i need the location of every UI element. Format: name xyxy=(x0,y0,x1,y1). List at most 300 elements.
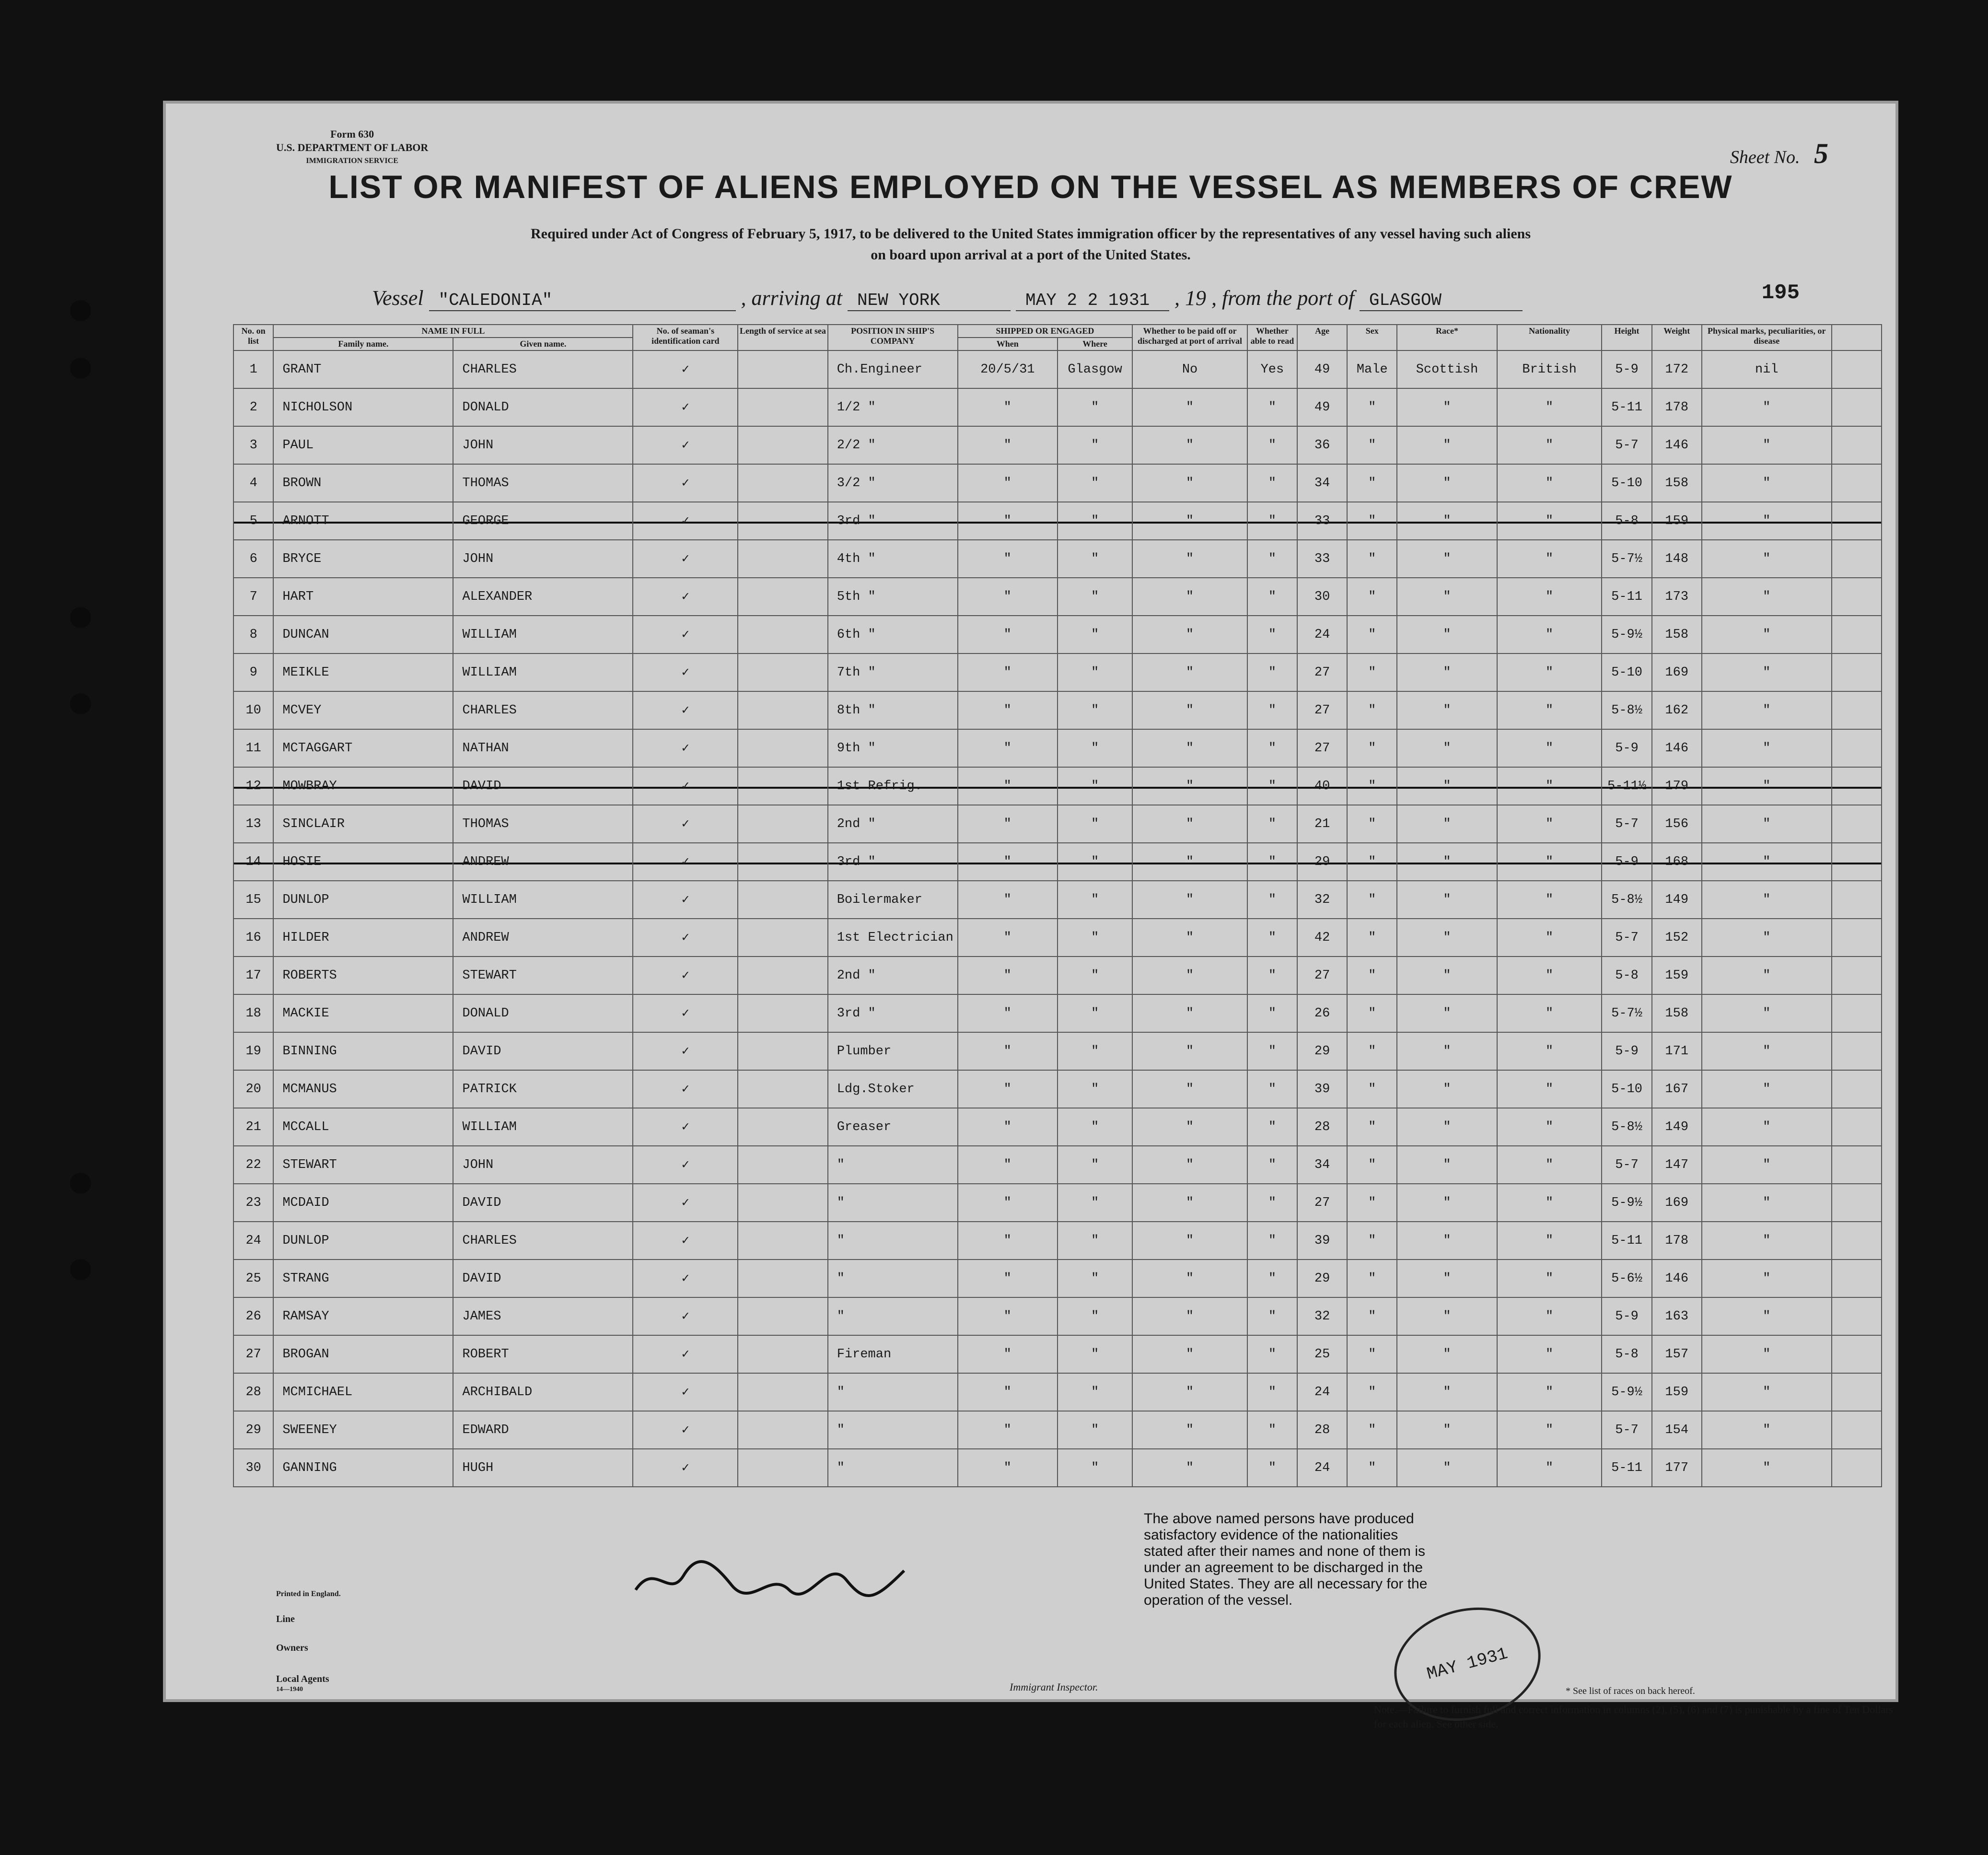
shipped-when: " xyxy=(958,729,1058,767)
nationality: " xyxy=(1497,729,1602,767)
table-row xyxy=(233,957,1882,994)
id-card-check: ✓ xyxy=(633,1222,738,1260)
row-number: 26 xyxy=(233,1297,273,1335)
shipped-when: " xyxy=(958,1146,1058,1184)
id-card-check: ✓ xyxy=(633,805,738,843)
age: 36 xyxy=(1297,426,1347,464)
paid-off: " xyxy=(1132,653,1247,691)
given-name: DAVID xyxy=(453,1260,633,1297)
able-to-read: " xyxy=(1247,1222,1297,1260)
sex: " xyxy=(1347,957,1397,994)
service-length xyxy=(738,540,828,578)
race: " xyxy=(1397,1297,1497,1335)
race: " xyxy=(1397,426,1497,464)
service-length xyxy=(738,426,828,464)
sheet-number xyxy=(1730,137,1828,170)
physical-marks: " xyxy=(1702,691,1832,729)
height: 5-11 xyxy=(1602,1449,1651,1487)
id-card-check: ✓ xyxy=(633,464,738,502)
shipped-where: " xyxy=(1058,994,1132,1032)
paid-off: " xyxy=(1132,1146,1247,1184)
able-to-read: " xyxy=(1247,1411,1297,1449)
shipped-where: " xyxy=(1058,540,1132,578)
nationality: " xyxy=(1497,1032,1602,1070)
sex: " xyxy=(1347,1373,1397,1411)
shipped-where: " xyxy=(1058,1108,1132,1146)
id-card-check: ✓ xyxy=(633,1108,738,1146)
row-number: 28 xyxy=(233,1373,273,1411)
race: " xyxy=(1397,767,1497,805)
service-length xyxy=(738,1449,828,1487)
table-row xyxy=(233,1032,1882,1070)
shipped-when: " xyxy=(958,464,1058,502)
given-name: ALEXANDER xyxy=(453,578,633,616)
height: 5-9 xyxy=(1602,843,1651,881)
position: Ldg.Stoker xyxy=(828,1070,958,1108)
shipped-when: " xyxy=(958,767,1058,805)
service-length xyxy=(738,1297,828,1335)
shipped-where: " xyxy=(1058,578,1132,616)
id-card-check: ✓ xyxy=(633,502,738,540)
shipped-where: " xyxy=(1058,805,1132,843)
col-given-name: Given name. xyxy=(453,338,633,350)
col-race: Race* xyxy=(1397,325,1497,350)
weight: 179 xyxy=(1652,767,1702,805)
paid-off: " xyxy=(1132,388,1247,426)
physical-marks: " xyxy=(1702,464,1832,502)
sex: " xyxy=(1347,1335,1397,1373)
row-number: 25 xyxy=(233,1260,273,1297)
race: " xyxy=(1397,843,1497,881)
shipped-when: " xyxy=(958,1297,1058,1335)
shipped-where: " xyxy=(1058,388,1132,426)
sex: " xyxy=(1347,994,1397,1032)
physical-marks: " xyxy=(1702,388,1832,426)
shipped-when: " xyxy=(958,957,1058,994)
spare xyxy=(1832,881,1882,919)
age: 29 xyxy=(1297,843,1347,881)
spare xyxy=(1832,1411,1882,1449)
spare xyxy=(1832,464,1882,502)
physical-marks: " xyxy=(1702,881,1832,919)
id-card-check: ✓ xyxy=(633,1032,738,1070)
id-card-check: ✓ xyxy=(633,578,738,616)
race: " xyxy=(1397,1146,1497,1184)
position: Greaser xyxy=(828,1108,958,1146)
service-length xyxy=(738,1146,828,1184)
height: 5-10 xyxy=(1602,1070,1651,1108)
weight: 157 xyxy=(1652,1335,1702,1373)
spare xyxy=(1832,616,1882,653)
col-spare xyxy=(1832,325,1882,350)
subtitle-line-2: on board upon arrival at a port of the United States. xyxy=(871,247,1191,263)
height: 5-10 xyxy=(1602,653,1651,691)
shipped-when: " xyxy=(958,881,1058,919)
row-number: 23 xyxy=(233,1184,273,1222)
height: 5-9 xyxy=(1602,1032,1651,1070)
crew-table xyxy=(233,324,1882,1487)
sex: " xyxy=(1347,1411,1397,1449)
table-row xyxy=(233,350,1882,388)
weight: 178 xyxy=(1652,1222,1702,1260)
nationality: " xyxy=(1497,1222,1602,1260)
shipped-where: " xyxy=(1058,1449,1132,1487)
weight: 159 xyxy=(1652,957,1702,994)
given-name: JOHN xyxy=(453,1146,633,1184)
able-to-read: " xyxy=(1247,994,1297,1032)
nationality: " xyxy=(1497,1411,1602,1449)
shipped-where: " xyxy=(1058,1032,1132,1070)
spare xyxy=(1832,1373,1882,1411)
nationality: " xyxy=(1497,388,1602,426)
shipped-where: " xyxy=(1058,1146,1132,1184)
position: 3rd " xyxy=(828,994,958,1032)
row-number: 4 xyxy=(233,464,273,502)
family-name: MCDAID xyxy=(273,1184,453,1222)
binder-hole xyxy=(70,358,91,379)
id-card-check: ✓ xyxy=(633,1070,738,1108)
height: 5-8½ xyxy=(1602,881,1651,919)
age: 24 xyxy=(1297,616,1347,653)
able-to-read: " xyxy=(1247,843,1297,881)
able-to-read: " xyxy=(1247,1108,1297,1146)
service-length xyxy=(738,1373,828,1411)
id-card-check: ✓ xyxy=(633,881,738,919)
nationality: " xyxy=(1497,843,1602,881)
shipped-when: " xyxy=(958,653,1058,691)
age: 39 xyxy=(1297,1070,1347,1108)
manifest-sheet xyxy=(163,101,1898,1730)
shipped-when: 20/5/31 xyxy=(958,350,1058,388)
shipped-where: " xyxy=(1058,1222,1132,1260)
sex: " xyxy=(1347,1108,1397,1146)
table-row xyxy=(233,388,1882,426)
height: 5-11 xyxy=(1602,1222,1651,1260)
paid-off: " xyxy=(1132,464,1247,502)
weight: 154 xyxy=(1652,1411,1702,1449)
shipped-when: " xyxy=(958,1222,1058,1260)
physical-marks: " xyxy=(1702,653,1832,691)
paid-off: " xyxy=(1132,1373,1247,1411)
given-name: ARCHIBALD xyxy=(453,1373,633,1411)
paid-off: " xyxy=(1132,578,1247,616)
master-signature xyxy=(626,1542,914,1614)
race: " xyxy=(1397,729,1497,767)
position: " xyxy=(828,1297,958,1335)
spare xyxy=(1832,957,1882,994)
height: 5-7 xyxy=(1602,805,1651,843)
row-number: 9 xyxy=(233,653,273,691)
physical-marks: " xyxy=(1702,1222,1832,1260)
id-card-check: ✓ xyxy=(633,653,738,691)
shipped-when: " xyxy=(958,691,1058,729)
row-number: 19 xyxy=(233,1032,273,1070)
shipped-where: " xyxy=(1058,691,1132,729)
id-card-check: ✓ xyxy=(633,843,738,881)
shipped-where: " xyxy=(1058,464,1132,502)
position: " xyxy=(828,1146,958,1184)
col-when: When xyxy=(958,338,1058,350)
weight: 177 xyxy=(1652,1449,1702,1487)
family-name: RAMSAY xyxy=(273,1297,453,1335)
given-name: ROBERT xyxy=(453,1335,633,1373)
col-shipped: SHIPPED OR ENGAGED xyxy=(958,325,1133,338)
nationality: " xyxy=(1497,616,1602,653)
weight: 152 xyxy=(1652,919,1702,957)
binder-hole xyxy=(70,607,91,628)
row-number: 14 xyxy=(233,843,273,881)
col-age: Age xyxy=(1297,325,1347,350)
position: 6th " xyxy=(828,616,958,653)
form-number: Form 630 xyxy=(330,128,374,140)
family-name: BINNING xyxy=(273,1032,453,1070)
age: 49 xyxy=(1297,350,1347,388)
height: 5-8½ xyxy=(1602,1108,1651,1146)
weight: 169 xyxy=(1652,653,1702,691)
col-where: Where xyxy=(1058,338,1132,350)
sex: " xyxy=(1347,1184,1397,1222)
id-card-check: ✓ xyxy=(633,1335,738,1373)
able-to-read: " xyxy=(1247,957,1297,994)
arriving-label: , arriving at xyxy=(741,286,842,310)
race: " xyxy=(1397,1070,1497,1108)
table-row xyxy=(233,994,1882,1032)
spare xyxy=(1832,994,1882,1032)
service-length xyxy=(738,616,828,653)
position: 1st Refrig. xyxy=(828,767,958,805)
family-name: SINCLAIR xyxy=(273,805,453,843)
given-name: WILLIAM xyxy=(453,1108,633,1146)
family-name: GRANT xyxy=(273,350,453,388)
physical-marks: " xyxy=(1702,426,1832,464)
race: " xyxy=(1397,691,1497,729)
service-length xyxy=(738,919,828,957)
age: 32 xyxy=(1297,881,1347,919)
age: 33 xyxy=(1297,502,1347,540)
nationality: " xyxy=(1497,994,1602,1032)
shipped-when: " xyxy=(958,1449,1058,1487)
weight: 162 xyxy=(1652,691,1702,729)
race: " xyxy=(1397,881,1497,919)
able-to-read: " xyxy=(1247,919,1297,957)
height: 5-8 xyxy=(1602,502,1651,540)
height: 5-9½ xyxy=(1602,616,1651,653)
table-row xyxy=(233,502,1882,540)
family-name: PAUL xyxy=(273,426,453,464)
sex: " xyxy=(1347,1032,1397,1070)
table-row xyxy=(233,881,1882,919)
vessel-name: "CALEDONIA" xyxy=(429,291,736,311)
paid-off: " xyxy=(1132,616,1247,653)
family-name: STEWART xyxy=(273,1146,453,1184)
nationality: " xyxy=(1497,464,1602,502)
age: 21 xyxy=(1297,805,1347,843)
table-row xyxy=(233,1222,1882,1260)
shipped-where: " xyxy=(1058,1335,1132,1373)
service-length xyxy=(738,767,828,805)
race: " xyxy=(1397,464,1497,502)
shipped-where: " xyxy=(1058,1184,1132,1222)
given-name: STEWART xyxy=(453,957,633,994)
physical-marks: " xyxy=(1702,1297,1832,1335)
physical-marks: " xyxy=(1702,919,1832,957)
service-length xyxy=(738,843,828,881)
row-number: 15 xyxy=(233,881,273,919)
position: 2nd " xyxy=(828,957,958,994)
height: 5-7 xyxy=(1602,1146,1651,1184)
age: 24 xyxy=(1297,1373,1347,1411)
age: 33 xyxy=(1297,540,1347,578)
shipped-where: " xyxy=(1058,616,1132,653)
table-row xyxy=(233,1449,1882,1487)
race: " xyxy=(1397,502,1497,540)
spare xyxy=(1832,729,1882,767)
physical-marks: " xyxy=(1702,843,1832,881)
sex: " xyxy=(1347,1222,1397,1260)
position: " xyxy=(828,1449,958,1487)
service-length xyxy=(738,1222,828,1260)
height: 5-9 xyxy=(1602,1297,1651,1335)
service-length xyxy=(738,388,828,426)
nationality: " xyxy=(1497,426,1602,464)
family-name: MCMICHAEL xyxy=(273,1373,453,1411)
paid-off: " xyxy=(1132,1032,1247,1070)
shipped-when: " xyxy=(958,616,1058,653)
nationality: " xyxy=(1497,919,1602,957)
shipped-when: " xyxy=(958,994,1058,1032)
id-card-check: ✓ xyxy=(633,1260,738,1297)
given-name: DONALD xyxy=(453,388,633,426)
spare xyxy=(1832,919,1882,957)
given-name: EDWARD xyxy=(453,1411,633,1449)
row-number: 22 xyxy=(233,1146,273,1184)
row-number: 6 xyxy=(233,540,273,578)
position: " xyxy=(828,1184,958,1222)
nationality: " xyxy=(1497,881,1602,919)
weight: 146 xyxy=(1652,1260,1702,1297)
nationality: " xyxy=(1497,767,1602,805)
paid-off: " xyxy=(1132,1411,1247,1449)
nationality: " xyxy=(1497,805,1602,843)
paid-off: " xyxy=(1132,691,1247,729)
binder-hole xyxy=(70,693,91,714)
given-name: THOMAS xyxy=(453,805,633,843)
table-row xyxy=(233,1146,1882,1184)
shipped-when: " xyxy=(958,1070,1058,1108)
row-number: 24 xyxy=(233,1222,273,1260)
form-header xyxy=(276,128,428,168)
sex: " xyxy=(1347,729,1397,767)
spare xyxy=(1832,1222,1882,1260)
able-to-read: " xyxy=(1247,1184,1297,1222)
paid-off: " xyxy=(1132,1449,1247,1487)
sex: " xyxy=(1347,1297,1397,1335)
height: 5-8 xyxy=(1602,957,1651,994)
col-id-card: No. of seaman's identification card xyxy=(633,325,738,350)
able-to-read: " xyxy=(1247,1297,1297,1335)
weight: 159 xyxy=(1652,502,1702,540)
weight: 149 xyxy=(1652,881,1702,919)
weight: 148 xyxy=(1652,540,1702,578)
physical-marks: " xyxy=(1702,729,1832,767)
age: 27 xyxy=(1297,1184,1347,1222)
sex: " xyxy=(1347,919,1397,957)
given-name: CHARLES xyxy=(453,691,633,729)
able-to-read: " xyxy=(1247,805,1297,843)
shipped-where: " xyxy=(1058,1411,1132,1449)
from-label: , from the port of xyxy=(1211,286,1354,310)
family-name: GANNING xyxy=(273,1449,453,1487)
service-length xyxy=(738,1184,828,1222)
col-marks: Physical marks, peculiarities, or disease xyxy=(1702,325,1832,350)
position: 1/2 " xyxy=(828,388,958,426)
age: 49 xyxy=(1297,388,1347,426)
page-title: LIST OR MANIFEST OF ALIENS EMPLOYED ON THE VESSEL AS MEMBERS OF CREW xyxy=(328,169,1733,205)
sex: " xyxy=(1347,388,1397,426)
nationality: " xyxy=(1497,1373,1602,1411)
shipped-where: " xyxy=(1058,653,1132,691)
age: 28 xyxy=(1297,1411,1347,1449)
owners-label: Owners xyxy=(276,1643,308,1653)
given-name: DAVID xyxy=(453,1032,633,1070)
physical-marks: " xyxy=(1702,1411,1832,1449)
service-length xyxy=(738,653,828,691)
id-card-check: ✓ xyxy=(633,1184,738,1222)
family-name: STRANG xyxy=(273,1260,453,1297)
paid-off: " xyxy=(1132,426,1247,464)
row-number: 18 xyxy=(233,994,273,1032)
paid-off: " xyxy=(1132,767,1247,805)
table-row xyxy=(233,691,1882,729)
spare xyxy=(1832,1297,1882,1335)
col-no: No. on list xyxy=(233,325,273,350)
sex: " xyxy=(1347,464,1397,502)
sex: " xyxy=(1347,1449,1397,1487)
table-row xyxy=(233,1297,1882,1335)
age: 25 xyxy=(1297,1335,1347,1373)
able-to-read: " xyxy=(1247,1373,1297,1411)
row-number: 17 xyxy=(233,957,273,994)
id-card-check: ✓ xyxy=(633,540,738,578)
table-row xyxy=(233,919,1882,957)
table-row xyxy=(233,464,1882,502)
height: 5-7 xyxy=(1602,919,1651,957)
age: 30 xyxy=(1297,578,1347,616)
family-name: BROGAN xyxy=(273,1335,453,1373)
able-to-read: " xyxy=(1247,388,1297,426)
sex: Male xyxy=(1347,350,1397,388)
manifest-number: 195 xyxy=(1761,281,1800,305)
family-name: MACKIE xyxy=(273,994,453,1032)
nationality: British xyxy=(1497,350,1602,388)
race: " xyxy=(1397,1108,1497,1146)
able-to-read: " xyxy=(1247,691,1297,729)
age: 34 xyxy=(1297,464,1347,502)
race: " xyxy=(1397,1335,1497,1373)
paid-off: No xyxy=(1132,350,1247,388)
shipped-when: " xyxy=(958,426,1058,464)
given-name: ANDREW xyxy=(453,843,633,881)
row-number: 11 xyxy=(233,729,273,767)
id-card-check: ✓ xyxy=(633,1411,738,1449)
physical-marks: " xyxy=(1702,578,1832,616)
nationality: " xyxy=(1497,1335,1602,1373)
shipped-when: " xyxy=(958,1335,1058,1373)
race: " xyxy=(1397,1449,1497,1487)
race: " xyxy=(1397,653,1497,691)
spare xyxy=(1832,1146,1882,1184)
age: 26 xyxy=(1297,994,1347,1032)
